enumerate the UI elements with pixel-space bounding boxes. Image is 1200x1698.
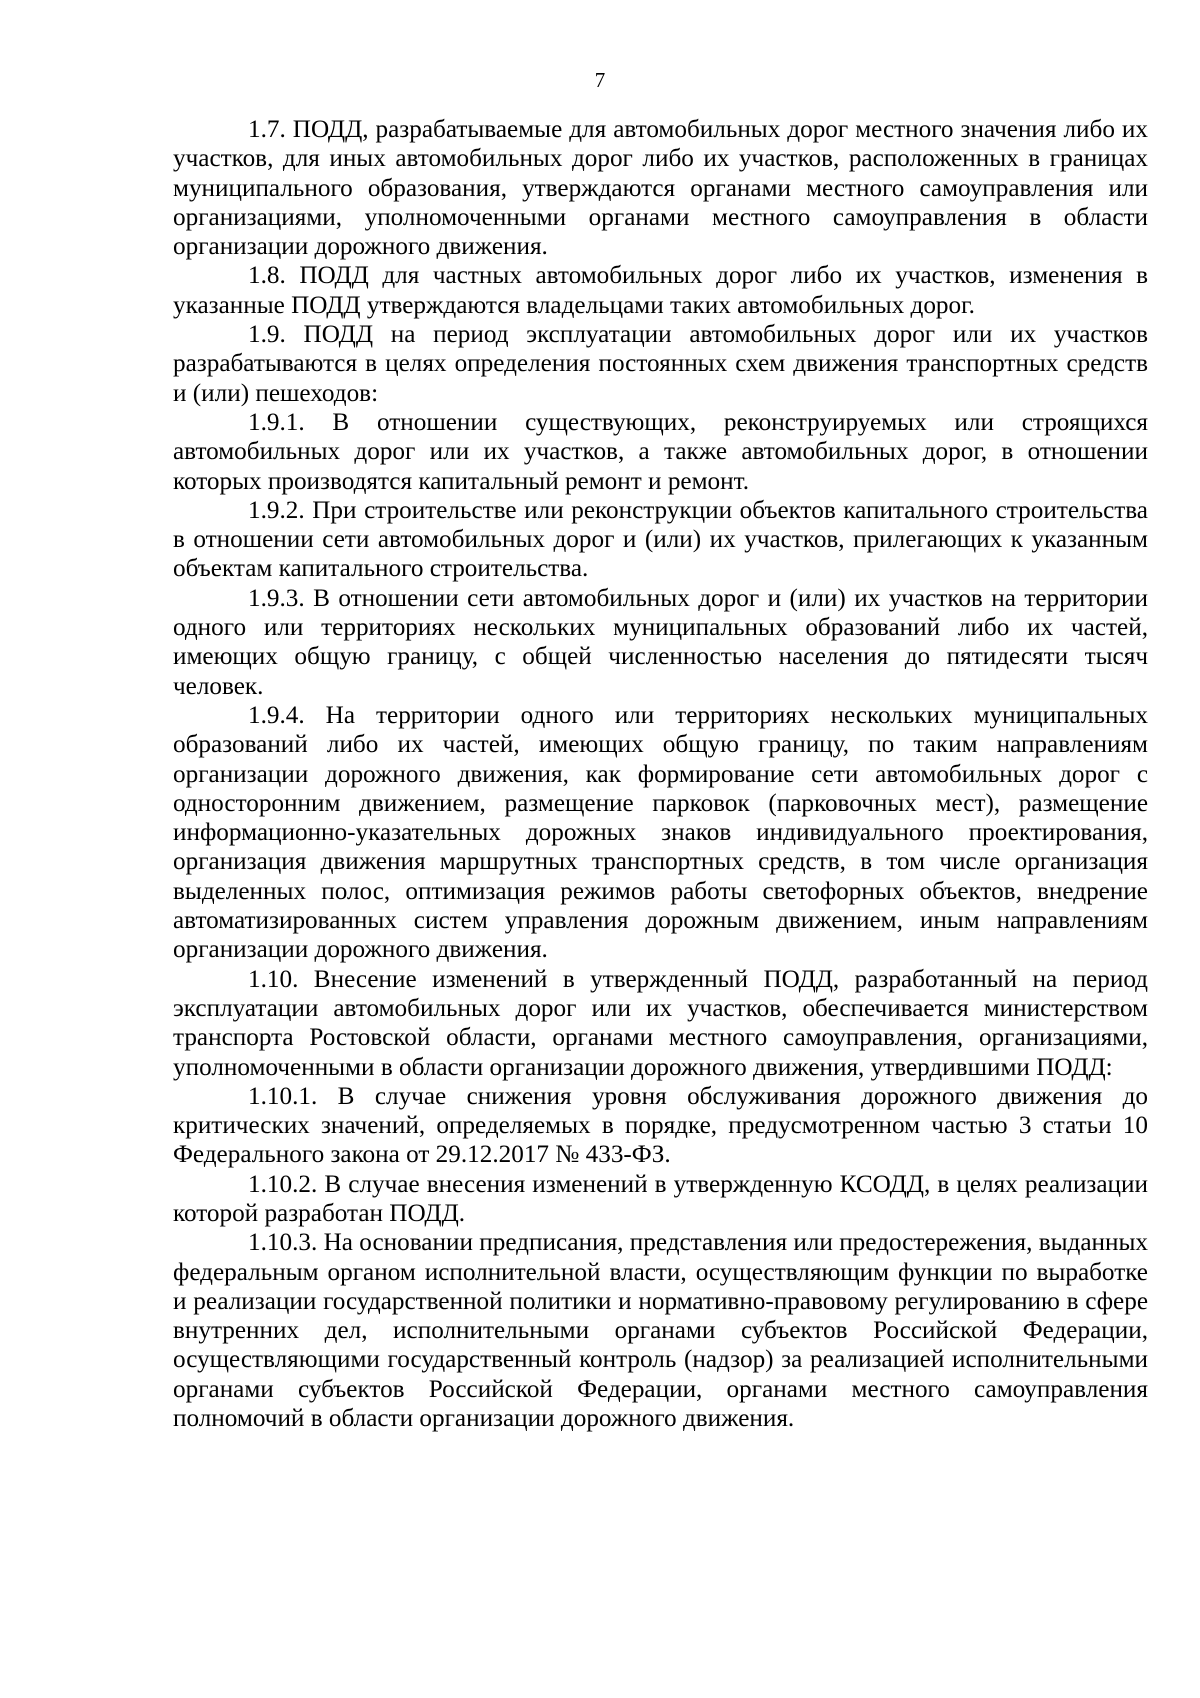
paragraph-1-10-2: 1.10.2. В случае внесения изменений в утвержденную КСОДД, в целях реализации которой разработан ПОДД.	[173, 1170, 1148, 1227]
paragraph-1-10-1: 1.10.1. В случае снижения уровня обслуживания дорожного движения до критических значений, определяемых в порядке, предусмотренном частью 3 статьи 10 Федерального закона от 29.12.2017 № 433-ФЗ.	[173, 1082, 1148, 1169]
paragraph-1-9-2: 1.9.2. При строительстве или реконструкции объектов капитального строительства в отношении сети автомобильных дорог и (или) их участков, прилегающих к указанным объектам капитального строительства.	[173, 496, 1148, 583]
paragraph-1-9-3: 1.9.3. В отношении сети автомобильных дорог и (или) их участков на территории одного или территориях нескольких муниципальных образований либо их частей, имеющих общую границу, с общей численностью населения до пятидесяти тысяч человек.	[173, 584, 1148, 700]
paragraph-1-8: 1.8. ПОДД для частных автомобильных дорог либо их участков, изменения в указанные ПОДД утверждаются владельцами таких автомобильных дорог.	[173, 262, 1148, 319]
page-number: 7	[594, 68, 606, 92]
paragraph-1-9-4: 1.9.4. На территории одного или территориях нескольких муниципальных образований либо их частей, имеющих общую границу, по таким направлениям организации дорожного движения, как формирование сети автомобильных дорог с односторонним движением, размещение парковок (парковочных мест), размещение информационно-указательных дорожных знаков индивидуального проектирования, организация движения маршрутных транспортных средств, в том числе организация выделенных полос, оптимизация режимов работы светофорных объектов, внедрение автоматизированных систем управления дорожным движением, иным направлениям организации дорожного движения.	[173, 701, 1148, 964]
paragraph-1-9: 1.9. ПОДД на период эксплуатации автомобильных дорог или их участков разрабатываются в целях определения постоянных схем движения транспортных средств и (или) пешеходов:	[173, 321, 1148, 407]
paragraph-1-10-3: 1.10.3. На основании предписания, представления или предостережения, выданных федеральным органом исполнительной власти, осуществляющим функции по выработке и реализации государственной политики и нормативно-правовому регулированию в сфере внутренних дел, исполнительными органами субъектов Российской Федерации, осуществляющими государственный контроль (надзор) за реализацией исполнительными органами субъектов Российской Федерации, органами местного самоуправления полномочий в области организации дорожного движения.	[173, 1229, 1148, 1433]
document-body	[173, 115, 1148, 1433]
paragraph-1-10: 1.10. Внесение изменений в утвержденный ПОДД, разработанный на период эксплуатации автомобильных дорог или их участков, обеспечивается министерством транспорта Ростовской области, органами местного самоуправления, организациями, уполномоченными в области организации дорожного движения, утвердившими ПОДД:	[173, 965, 1148, 1081]
paragraph-1-7: 1.7. ПОДД, разрабатываемые для автомобильных дорог местного значения либо их участков, для иных автомобильных дорог либо их участков, расположенных в границах муниципального образования, утверждаются органами местного самоуправления или организациями, уполномоченными органами местного самоуправления в области организации дорожного движения.	[173, 116, 1148, 261]
paragraph-1-9-1: 1.9.1. В отношении существующих, реконструируемых или строящихся автомобильных дорог или их участков, а также автомобильных дорог, в отношении которых производятся капитальный ремонт и ремонт.	[173, 408, 1148, 495]
